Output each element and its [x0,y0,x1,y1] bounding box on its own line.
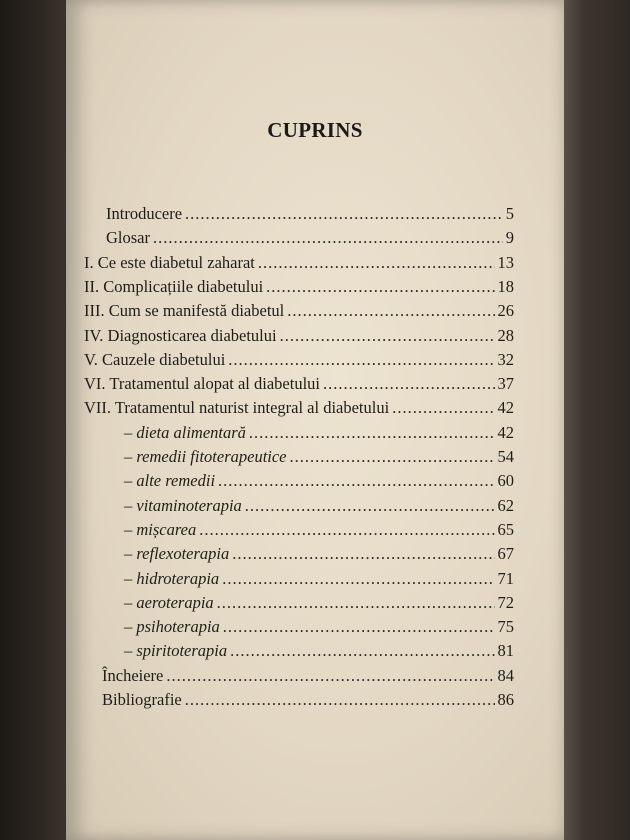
dot-leader [185,690,495,710]
toc-entry-title: – spiritoterapia [124,641,228,661]
page-title: CUPRINS [267,118,363,142]
toc-entry-title: I. Ce este diabetul zaharat [84,252,255,272]
toc-entry [124,641,514,663]
toc-entry [102,666,514,688]
toc-entry-title: II. Complicațiile diabetului [84,276,264,296]
toc-entry-page: 26 [497,301,514,321]
toc-entry [84,277,514,299]
toc-entry-page: 71 [497,568,514,588]
toc-entry-title: – dieta alimentară [124,422,246,442]
dot-leader [185,204,503,224]
dot-leader [199,520,494,540]
toc-entry [124,471,514,493]
dot-leader [266,277,494,297]
dot-leader [392,398,494,418]
toc-entry [84,326,514,348]
toc-entry-title: Glosar [106,228,150,248]
dot-leader [218,471,494,491]
toc-entry-title: VI. Tratamentul alopat al diabetului [84,374,320,394]
dot-leader [228,350,494,370]
toc-entry [84,301,514,323]
toc-entry [124,569,514,591]
toc-entry-title: V. Cauzele diabetului [84,349,226,369]
toc-entry [124,447,514,469]
dot-leader [153,228,503,248]
toc-entry-page: 18 [497,276,514,296]
dot-leader [258,253,495,273]
toc-entry [124,593,514,615]
toc-entry [124,520,514,542]
toc-entry-page: 62 [497,495,514,515]
toc-entry-page: 28 [497,325,514,345]
toc-entry-title: VII. Tratamentul naturist integral al diabetului [84,398,390,418]
toc-entry-title: – alte remedii [124,471,216,491]
toc-entry [84,398,514,420]
toc-entry-page: 67 [497,544,514,564]
toc-entry-title: – psihoterapia [124,617,220,637]
toc-entry-page: 81 [497,641,514,661]
toc-entry-page: 54 [497,447,514,466]
toc-entry-page: 60 [497,471,514,491]
toc-entry-page: 75 [497,617,514,637]
toc-entry-title: – reflexoterapia [124,544,230,564]
toc-entry-title: – vitaminoterapia [124,495,242,515]
toc-entry-page: 65 [497,519,514,539]
toc-entry-page: 9 [505,228,514,248]
toc-entry-title: Încheiere [102,665,164,685]
toc-entry-title: Bibliografie [102,690,182,709]
toc-entry-page: 84 [497,665,514,685]
next-page-edge [564,0,630,840]
dot-leader [232,544,494,564]
toc-entry-title: – mișcarea [124,519,197,539]
toc-entry [124,496,514,518]
toc-entry [124,544,514,566]
toc-entry [84,374,514,396]
dot-leader [280,326,495,346]
dot-leader [245,496,495,516]
toc-entry-title: IV. Diagnosticarea diabetului [84,325,277,345]
toc-entry-page: 32 [497,349,514,369]
toc-entry [102,690,514,712]
toc-entry-page: 42 [497,422,514,442]
toc-entry-title: Introducere [106,204,183,223]
toc-entry-page: 13 [497,252,514,272]
dot-leader [323,374,495,394]
toc-entry-page: 37 [497,374,514,394]
toc-entry-page: 5 [505,204,514,223]
book-page [66,0,564,840]
toc-entry [124,617,514,639]
dot-leader [217,593,495,613]
toc-entry [106,228,514,250]
toc-entry-page: 86 [497,690,514,709]
toc-entry [84,253,514,275]
dot-leader [222,569,494,589]
dot-leader [287,301,494,321]
toc-entry-page: 72 [497,592,514,612]
toc-entry-title: III. Cum se manifestă diabetul [84,301,285,321]
dot-leader [223,617,495,637]
toc-entry [124,423,514,445]
toc-entry-page: 42 [497,398,514,418]
dot-leader [249,423,495,443]
toc-entry [106,204,514,226]
toc-entry-title: – hidroterapia [124,568,220,588]
toc-entry [84,350,514,372]
dot-leader [230,641,494,661]
dot-leader [290,447,495,467]
dot-leader [166,666,494,686]
toc-entry-title: – remedii fitoterapeutice [124,447,287,466]
toc-entry-title: – aeroterapia [124,592,214,612]
